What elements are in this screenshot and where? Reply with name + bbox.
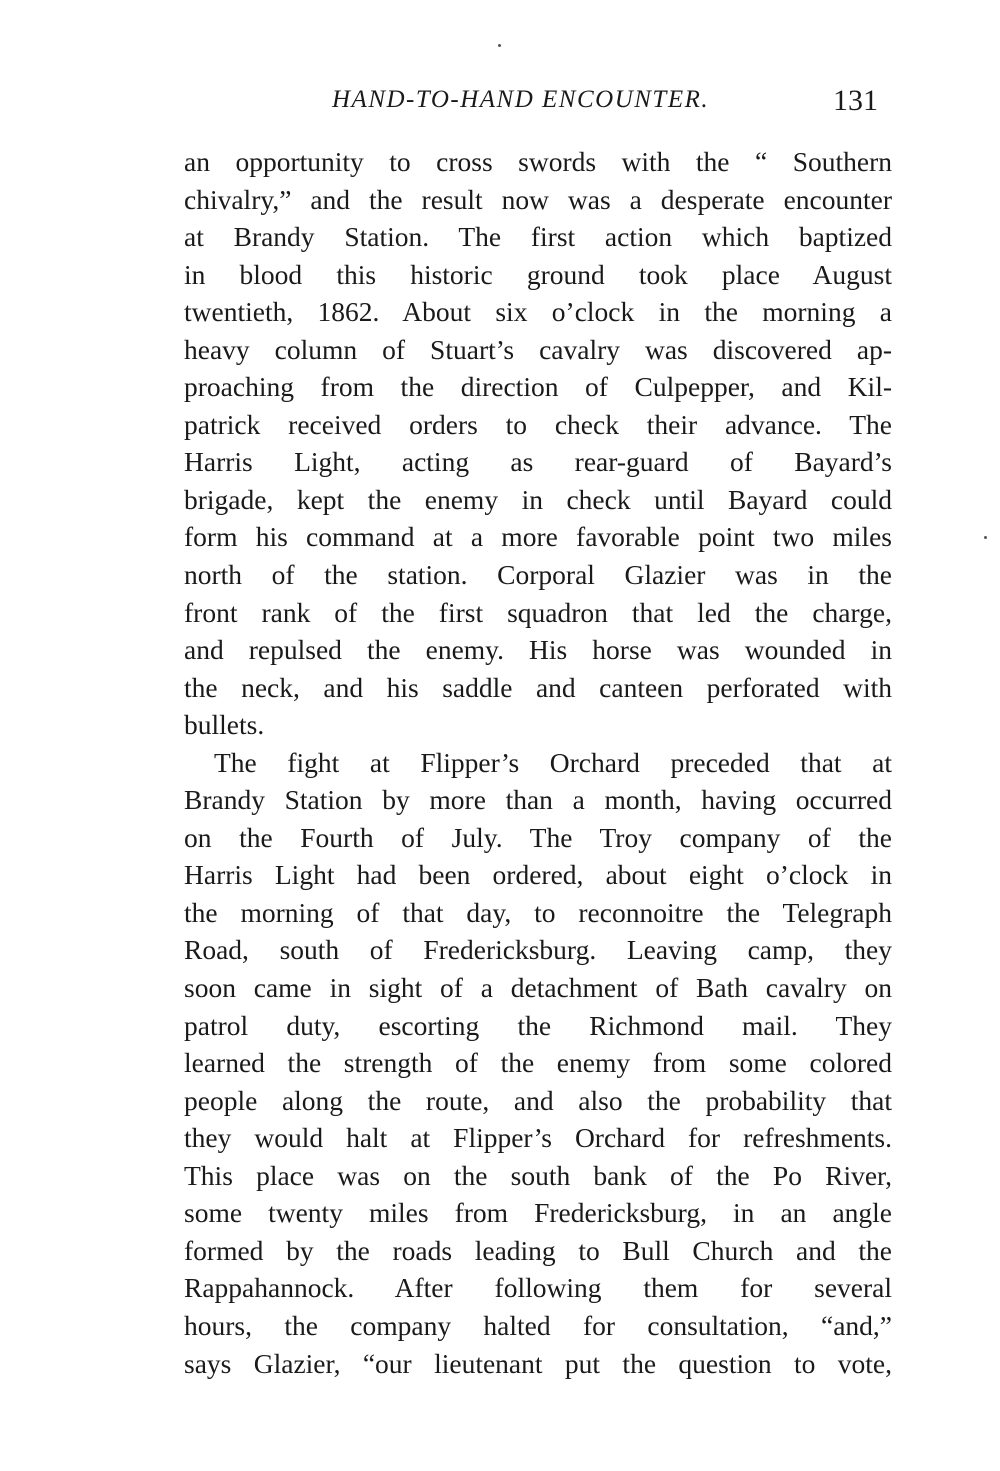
print-speck (498, 44, 501, 47)
text-line: in blood this historic ground took place August (184, 258, 892, 290)
text-line: form his command at a more favorable point two miles (184, 521, 892, 553)
text-line: Harris Light, acting as rear-guard of Bayard’s (184, 446, 892, 478)
text-line: twentieth, 1862. About six o’clock in the morning a (184, 296, 892, 328)
text-line: patrol duty, escorting the Richmond mail. They (184, 1009, 892, 1041)
text-line: they would halt at Flipper’s Orchard for refreshments. (184, 1122, 892, 1154)
text-line: an opportunity to cross swords with the “ Southern (184, 146, 892, 177)
text-line: proaching from the direction of Culpepper, and Kil- (184, 371, 892, 403)
text-line: brigade, kept the enemy in check until Bayard could (184, 483, 892, 515)
text-line: heavy column of Stuart’s cavalry was discovered ap- (184, 333, 892, 365)
running-head (184, 86, 892, 126)
text-line: hours, the company halted for consultation, “and,” (184, 1309, 892, 1341)
text-line: Road, south of Fredericksburg. Leaving camp, they (184, 934, 892, 966)
text-line: on the Fourth of July. The Troy company of the (184, 821, 892, 853)
text-line: soon came in sight of a detachment of Bath cavalry on (184, 972, 892, 1004)
text-line: formed by the roads leading to Bull Church and the (184, 1234, 892, 1266)
text-line: the neck, and his saddle and canteen perforated with (184, 671, 892, 703)
text-line: This place was on the south bank of the Po River, (184, 1159, 892, 1191)
text-line: Rappahannock. After following them for several (184, 1272, 892, 1304)
text-line: at Brandy Station. The first action which baptized (184, 221, 892, 253)
text-line: people along the route, and also the probability that (184, 1084, 892, 1116)
body-text (184, 143, 892, 1382)
text-line: Harris Light had been ordered, about eight o’clock in (184, 859, 892, 891)
text-line: Brandy Station by more than a month, having occurred (184, 784, 892, 816)
page-number: 131 (833, 84, 878, 117)
text-line: says Glazier, “our lieutenant put the question to vote, (184, 1347, 892, 1379)
text-line: north of the station. Corporal Glazier was in the (184, 559, 892, 591)
text-line: the morning of that day, to reconnoitre the Telegraph (184, 896, 892, 928)
print-speck (984, 536, 987, 539)
text-line: and repulsed the enemy. His horse was wounded in (184, 634, 892, 666)
text-line: learned the strength of the enemy from some colored (184, 1047, 892, 1079)
running-title: HAND-TO-HAND ENCOUNTER. (332, 86, 710, 113)
text-line: bullets. (184, 709, 265, 741)
text-line: some twenty miles from Fredericksburg, in an angle (184, 1197, 892, 1229)
text-line: chivalry,” and the result now was a desperate encounter (184, 183, 892, 215)
text-line: The fight at Flipper’s Orchard preceded that at (214, 746, 892, 778)
text-line: front rank of the first squadron that led the charge, (184, 596, 892, 628)
text-line: patrick received orders to check their advance. The (184, 408, 892, 440)
